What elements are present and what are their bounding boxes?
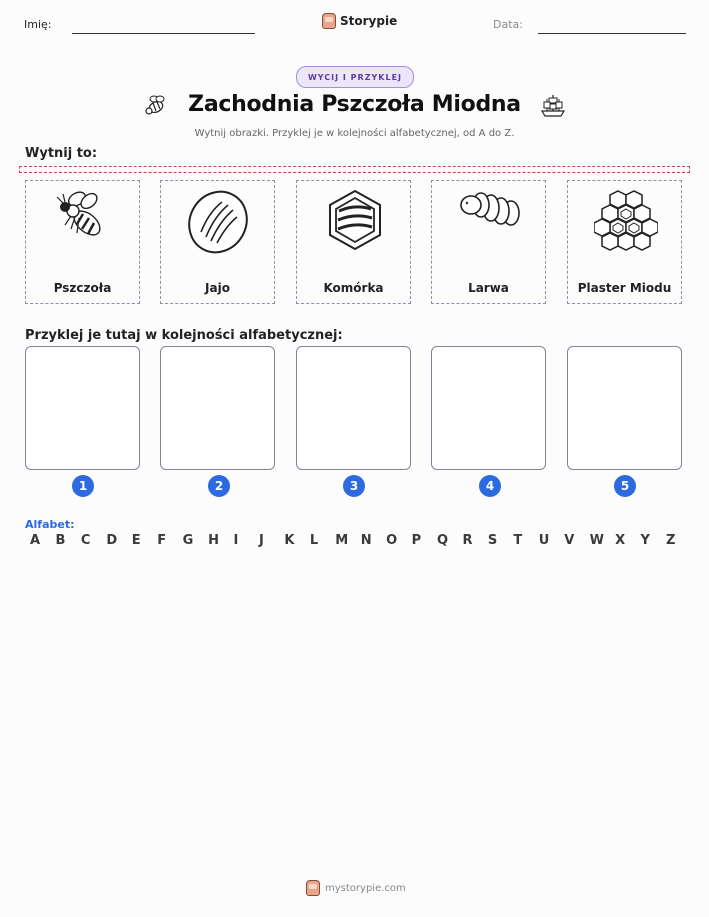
page-title: Zachodnia Pszczoła Miodna <box>188 92 521 117</box>
name-field[interactable] <box>72 33 255 34</box>
name-label: Imię: <box>24 18 52 31</box>
alphabet-letter: T <box>513 533 523 548</box>
alphabet-letter: N <box>360 533 372 548</box>
alphabet-letter: P <box>411 533 422 548</box>
alphabet-letter: B <box>55 533 66 548</box>
alphabet-row <box>30 533 691 548</box>
paste-slot-5[interactable] <box>567 346 682 470</box>
brand-name: Storypie <box>340 14 398 28</box>
cutout-card-pszczola[interactable] <box>25 180 140 304</box>
alphabet-letter: E <box>131 533 141 548</box>
alphabet-letter: X <box>615 533 626 548</box>
slot-number-4: 4 <box>479 475 501 497</box>
alphabet-letter: G <box>182 533 194 548</box>
cut-line <box>19 166 690 173</box>
paste-slot-3[interactable] <box>296 346 411 470</box>
alphabet-letter: J <box>258 533 264 548</box>
card-label: Larwa <box>468 281 509 295</box>
alphabet-letter: Q <box>437 533 449 548</box>
alphabet-letter: C <box>80 533 91 548</box>
alphabet-letter: D <box>106 533 118 548</box>
storypie-logo-icon <box>306 880 320 896</box>
slot-number-3: 3 <box>343 475 365 497</box>
storypie-logo-icon <box>322 13 336 29</box>
paste-slot-2[interactable] <box>160 346 275 470</box>
footer <box>306 880 406 896</box>
bee-icon <box>53 189 113 249</box>
slot-number-2: 2 <box>208 475 230 497</box>
alphabet-letter: R <box>462 533 473 548</box>
honeycomb-icon <box>594 189 658 253</box>
slot-number-5: 5 <box>614 475 636 497</box>
alphabet-letter: Z <box>665 533 676 548</box>
cutout-card-larwa[interactable] <box>431 180 546 304</box>
larva-icon <box>459 189 521 229</box>
activity-badge: WYCIJ I PRZYKLEJ <box>296 66 414 88</box>
alphabet-letter: W <box>589 533 604 548</box>
paste-slot-1[interactable] <box>25 346 140 470</box>
cutout-card-komorka[interactable] <box>296 180 411 304</box>
alphabet-letter: L <box>309 533 319 548</box>
alphabet-letter: H <box>208 533 219 548</box>
date-field[interactable] <box>538 33 686 34</box>
footer-url[interactable]: mystorypie.com <box>325 882 406 894</box>
card-label: Plaster Miodu <box>577 281 672 295</box>
cutout-card-plaster-miodu[interactable] <box>567 180 682 304</box>
paste-label: Przyklej je tutaj w kolejności alfabetycznej: <box>25 328 343 343</box>
instructions: Wytnij obrazki. Przyklej je w kolejności alfabetycznej, od A do Z. <box>194 128 515 139</box>
alphabet-letter: U <box>538 533 550 548</box>
ship-decoration-icon <box>540 93 566 119</box>
slot-number-1: 1 <box>72 475 94 497</box>
cut-label: Wytnij to: <box>25 146 98 161</box>
card-label: Komórka <box>323 281 384 295</box>
card-label: Pszczoła <box>53 281 112 295</box>
date-label: Data: <box>493 18 523 31</box>
alphabet-letter: S <box>487 533 498 548</box>
alphabet-letter: M <box>335 533 349 548</box>
card-label: Jajo <box>205 281 230 295</box>
brand <box>322 13 397 29</box>
alphabet-letter: V <box>564 533 575 548</box>
cell-icon <box>324 189 386 251</box>
cutout-card-jajo[interactable] <box>160 180 275 304</box>
alphabet-letter: F <box>157 533 167 548</box>
alphabet-letter: A <box>30 533 41 548</box>
egg-icon <box>188 189 248 255</box>
alphabet-letter: O <box>386 533 398 548</box>
alphabet-letter: I <box>233 533 239 548</box>
paste-slot-4[interactable] <box>431 346 546 470</box>
alphabet-letter: Y <box>640 533 650 548</box>
alphabet-letter: K <box>284 533 295 548</box>
alphabet-label: Alfabet: <box>25 518 75 531</box>
